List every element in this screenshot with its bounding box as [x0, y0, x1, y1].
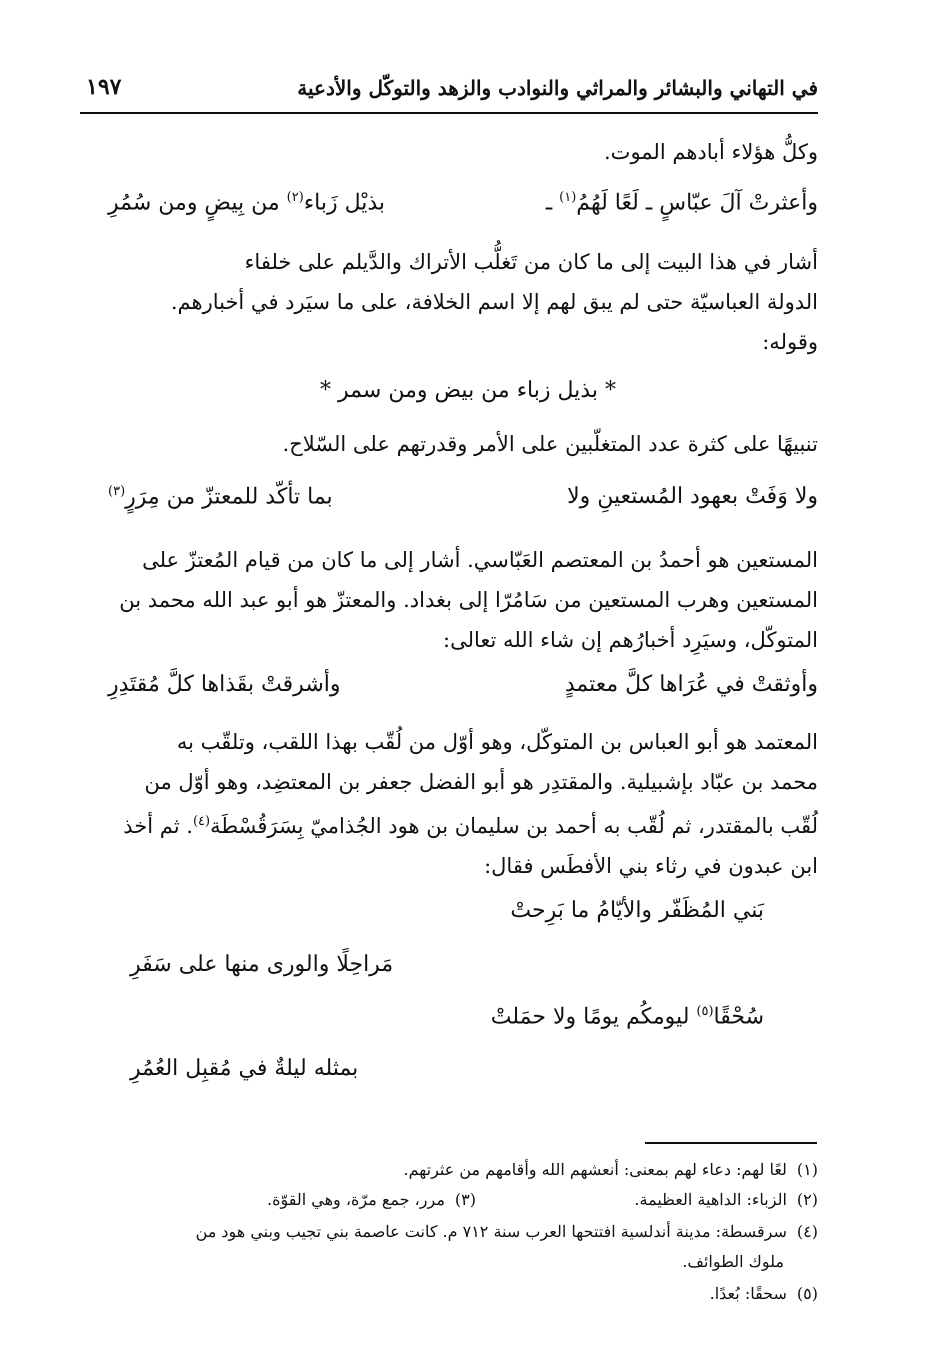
paragraph-line: المتوكّل، وسيَرِد أخبارُهم إن شاء الله تعالى: — [443, 628, 818, 652]
paragraph-line: أشار في هذا البيت إلى ما كان من تَغلُّب الأتراك والدَّيلم على خلفاء — [244, 250, 818, 274]
paragraph-line: الدولة العباسيّة حتى لم يبق لهم إلا اسم الخلافة، على ما سيَرد في أخبارهم. — [170, 290, 818, 314]
footnote — [196, 1222, 818, 1241]
footnote-ref: (٢) — [286, 190, 304, 205]
footnote — [267, 1190, 476, 1209]
footnote-text: سرقسطة: مدينة أندلسية افتتحها العرب سنة ٧١٢ م. كانت عاصمة بني تجيب وبني هود من — [195, 1222, 787, 1241]
footnote-text: لعًا لهم: دعاء لهم بمعنى: أنعشهم الله وأقامهم من عثرتهم. — [403, 1160, 787, 1179]
footnote-text: سحقًا: بُعدًا. — [709, 1284, 787, 1303]
text-line: وكلُّ هؤلاء أبادهم الموت. — [604, 140, 818, 164]
verse-hemistich-right: وأوثقتْ في عُرَاها كلَّ معتمدٍ — [564, 672, 818, 697]
verse-hemistich-left — [108, 190, 385, 215]
footnote-number: (٣) — [454, 1190, 476, 1209]
footnote-continuation: ملوك الطوائف. — [682, 1252, 784, 1271]
verse-text: بذيْل زَباء — [303, 190, 386, 216]
footnote — [634, 1190, 818, 1209]
footnote-text: مرر، جمع مرّة، وهي القوّة. — [267, 1190, 445, 1209]
verse-hemistich-right: ولا وَفَتْ بعهود المُستعينِ ولا — [567, 484, 818, 509]
footnote-separator — [645, 1142, 817, 1144]
verse-hemistich-left: وأشرقتْ بقَذاها كلَّ مُقتَدِرِ — [108, 672, 341, 697]
poem-text: سُحْقًا — [713, 1004, 764, 1030]
footnote-number: (١) — [796, 1160, 818, 1179]
verse-hemistich-left — [108, 484, 333, 509]
page-number: ١٩٧ — [86, 74, 122, 100]
footnote-ref: (٥) — [696, 1004, 714, 1019]
centered-verse: * بذيل زباء من بيض ومن سمر * — [320, 378, 616, 403]
footnote-text: الزباء: الداهية العظيمة. — [634, 1190, 787, 1209]
verse-text: من بِيضٍ ومن سُمُرِ — [108, 190, 287, 216]
paragraph — [80, 540, 818, 660]
verse-text: وأعثرتْ آلَ عبّاسٍ ـ لَعًا لَهُمُ — [576, 190, 818, 216]
paragraph-line: محمد بن عبّاد بإشبيلية. والمقتدِر هو أبو الفضل جعفر بن المعتضِد، وهو أوّل من — [144, 770, 818, 794]
paragraph-line — [80, 802, 818, 846]
paragraph — [80, 722, 818, 886]
paragraph — [80, 242, 818, 362]
footnote-ref: (٣) — [108, 484, 126, 499]
running-header — [80, 72, 818, 114]
paragraph-text: لُقّب بالمقتدر، ثم لُقّب به أحمد بن سليمان بن هود الجُذاميّ بِسَرَقُسْطَة — [210, 814, 818, 838]
footnote-ref: (٤) — [192, 814, 211, 829]
paragraph-text: . ثم أخذ — [123, 814, 193, 838]
poem-line: بَني المُظَفّر والأيّامُ ما بَرِحتْ — [510, 898, 764, 923]
footnote-number: (٢) — [796, 1190, 818, 1209]
paragraph-line: المستعين هو أحمدُ بن المعتصم العَبّاسي. أشار إلى ما كان من قيام المُعتزّ على — [142, 548, 818, 572]
header-title: في التهاني والبشائر والمراثي والنوادب والزهد والتوكّل والأدعية — [297, 76, 818, 100]
paragraph-line: وقوله: — [762, 330, 818, 354]
verse-text: ـ — [545, 190, 560, 216]
paragraph-line: المستعين وهرب المستعين من سَامُرّا إلى بغداد. والمعتزّ هو أبو عبد الله محمد بن — [119, 588, 818, 612]
footnote-number: (٥) — [796, 1284, 818, 1303]
poem-line: مَراحِلًا والورى منها على سَفَرِ — [130, 952, 394, 977]
footnote-number: (٤) — [796, 1222, 818, 1241]
footnote — [404, 1160, 818, 1179]
text-line: تنبيهًا على كثرة عدد المتغلّبين على الأمر وقدرتهم على السّلاح. — [282, 432, 818, 456]
verse-text: بما تأكّد للمعتزّ من مِرَرٍ — [125, 484, 333, 510]
poem-text: ليومكُم يومًا ولا حمَلتْ — [490, 1004, 697, 1030]
verse-hemistich-right — [546, 190, 818, 215]
footnote — [710, 1284, 818, 1303]
footnote-ref: (١) — [559, 190, 577, 205]
poem-line: بمثله ليلةٌ في مُقبِل العُمُرِ — [130, 1056, 359, 1081]
paragraph-line: المعتمد هو أبو العباس بن المتوكّل، وهو أوّل من لُقّب بهذا اللقب، وتلقّب به — [176, 730, 818, 754]
paragraph-line: ابن عبدون في رثاء بني الأفطَس فقال: — [484, 854, 818, 878]
poem-line — [491, 1004, 764, 1029]
